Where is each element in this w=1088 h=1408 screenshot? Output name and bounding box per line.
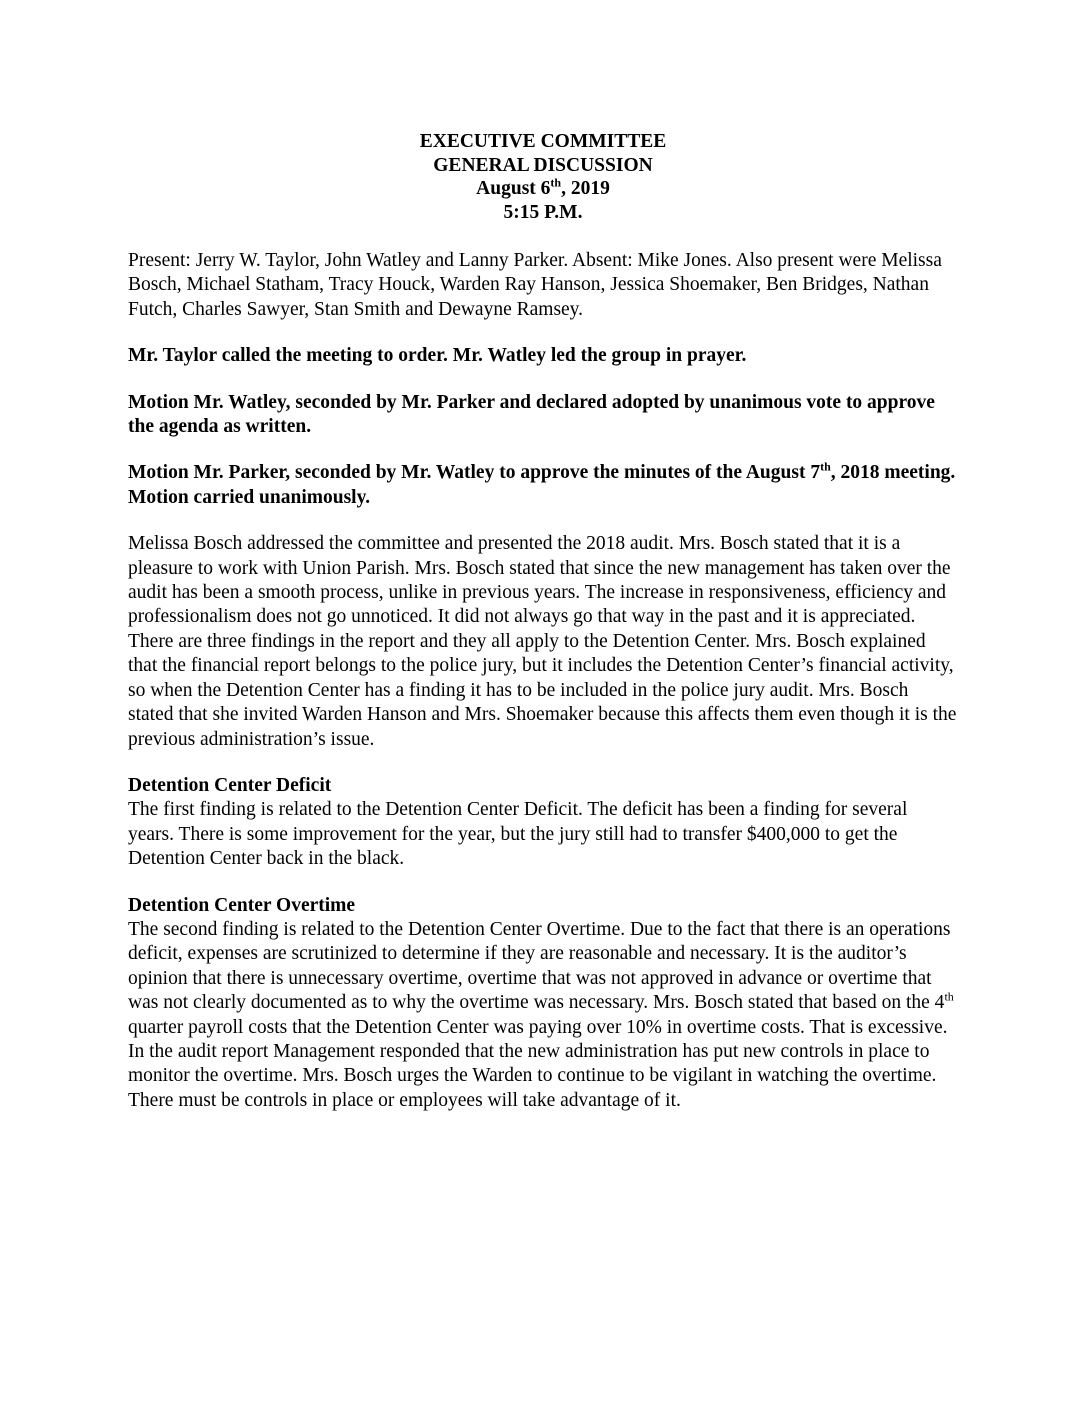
document-header [128, 130, 958, 224]
header-time: 5:15 P.M. [503, 201, 583, 223]
document-page [128, 130, 958, 1113]
header-date: August 6th, 2019 [476, 175, 610, 199]
header-subtitle: GENERAL DISCUSSION [433, 154, 653, 176]
attendance-paragraph: Present: Jerry W. Taylor, John Watley and Lanny Parker. Absent: Mike Jones. Also present were Melissa Bosch, Michael Statham, Tracy Houck, Warden Ray Hanson, Jessica Shoemaker, Ben Bridges, Nathan Futch, Charles Sawyer, Stan Smith and Dewayne Ramsey. [128, 250, 942, 320]
audit-paragraph: Melissa Bosch addressed the committee and presented the 2018 audit. Mrs. Bosch stated that it is a pleasure to work with Union Parish. Mrs. Bosch stated that since the new management has taken over the audit has been a smooth process, unlike in previous years. The increase in responsiveness, efficiency and professionalism does not go unnoticed. It did not always go that way in the past and it is appreciated. There are three findings in the report and they all apply to the Detention Center. Mrs. Bosch explained that the financial report belongs to the police jury, but it includes the Detention Center’s financial activity, so when the Detention Center has a finding it has to be included in the police jury audit. Mrs. Bosch stated that she invited Warden Hanson and Mrs. Shoemaker because this affects them even though it is the previous administration’s issue. [128, 533, 957, 750]
motion-minutes: Motion Mr. Parker, seconded by Mr. Watley to approve the minutes of the August 7th, 2018 meeting. Motion carried unanimously. [128, 459, 956, 508]
call-to-order: Mr. Taylor called the meeting to order. Mr. Watley led the group in prayer. [128, 345, 747, 367]
header-title: EXECUTIVE COMMITTEE [419, 131, 667, 152]
overtime-text: The second finding is related to the Detention Center Overtime. Due to the fact that there is an operations deficit, expenses are scrutinized to determine if they are reasonable and necessary. It is the auditor’s opinion that there is unnecessary overtime, overtime that was not approved in advance or overtime that was not clearly documented as to why the overtime was necessary. Mrs. Bosch stated that based on the 4th quarter payroll costs that the Detention Center was paying over 10% in overtime costs. That is excessive. In the audit report Management responded that the new administration has put new controls in place to monitor the overtime. Mrs. Bosch urges the Warden to continue to be vigilant in watching the overtime. There must be controls in place or employees will take advantage of it. [128, 918, 954, 1111]
overtime-section [128, 894, 958, 1114]
deficit-heading: Detention Center Deficit [128, 774, 332, 796]
deficit-section [128, 774, 958, 872]
overtime-heading: Detention Center Overtime [128, 894, 356, 916]
motion-agenda: Motion Mr. Watley, seconded by Mr. Parker and declared adopted by unanimous vote to approve the agenda as written. [128, 391, 935, 438]
deficit-text: The first finding is related to the Detention Center Deficit. The deficit has been a finding for several years. There is some improvement for the year, but the jury still had to transfer $400,000 to get the Detention Center back in the black. [128, 799, 908, 870]
